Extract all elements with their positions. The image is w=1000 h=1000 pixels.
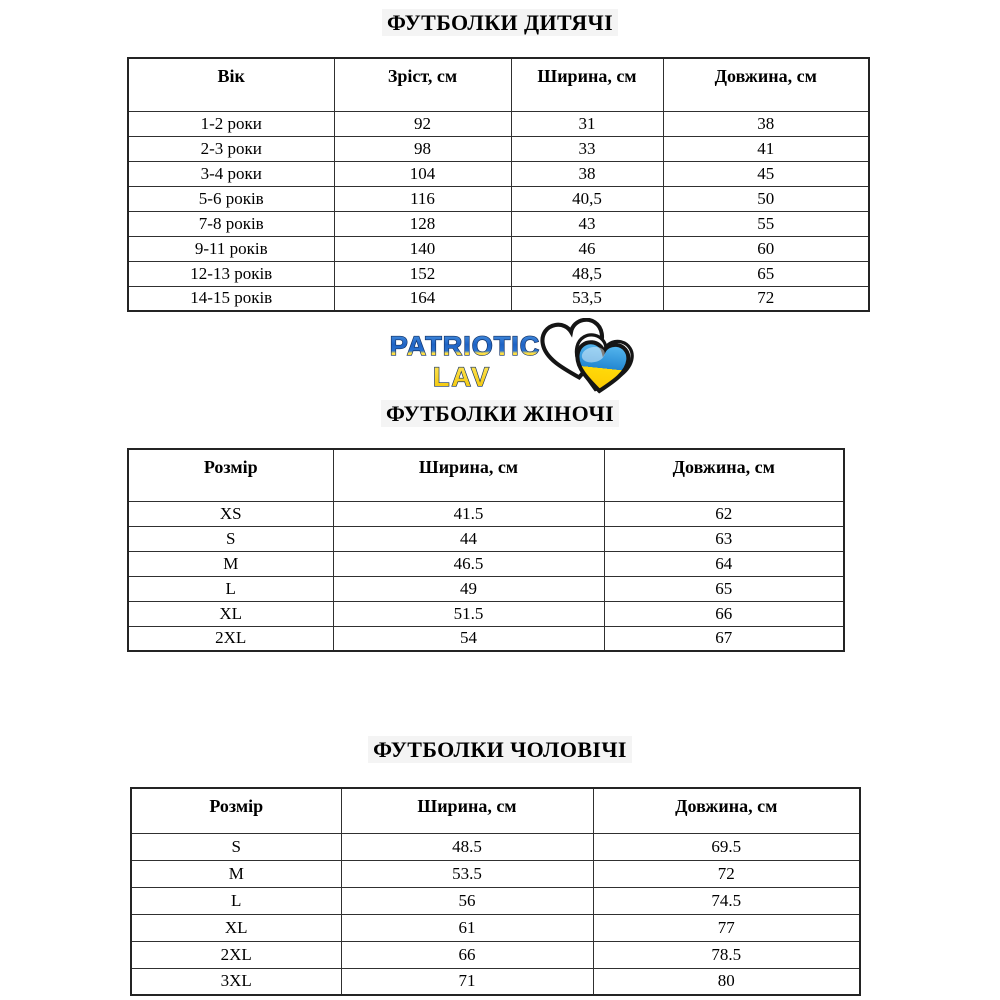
table-cell: 41 bbox=[663, 136, 869, 161]
table-cell: 63 bbox=[604, 526, 844, 551]
table-cell: 71 bbox=[341, 968, 593, 995]
table-row bbox=[128, 136, 869, 161]
table-row bbox=[128, 111, 869, 136]
table-cell: 38 bbox=[511, 161, 663, 186]
table-cell: XL bbox=[128, 601, 333, 626]
table-cell: 38 bbox=[663, 111, 869, 136]
table-row bbox=[128, 211, 869, 236]
table-cell: 53,5 bbox=[511, 286, 663, 311]
table-cell: M bbox=[128, 551, 333, 576]
table-row bbox=[131, 833, 860, 860]
women-table-title bbox=[0, 401, 1000, 427]
table-cell: 5-6 років bbox=[128, 186, 334, 211]
column-header: Ширина, см bbox=[511, 58, 663, 111]
table-cell: XL bbox=[131, 914, 341, 941]
table-cell: 2XL bbox=[131, 941, 341, 968]
table-row bbox=[131, 887, 860, 914]
table-cell: S bbox=[131, 833, 341, 860]
table-row bbox=[131, 914, 860, 941]
table-row bbox=[131, 860, 860, 887]
table-cell: 48.5 bbox=[341, 833, 593, 860]
patriotic-lav-logo bbox=[388, 318, 650, 402]
table-cell: L bbox=[131, 887, 341, 914]
children-header-row bbox=[128, 58, 869, 111]
table-row bbox=[128, 626, 844, 651]
children-size-table bbox=[127, 57, 870, 312]
column-header: Розмір bbox=[131, 788, 341, 833]
table-cell: 50 bbox=[663, 186, 869, 211]
table-cell: M bbox=[131, 860, 341, 887]
column-header: Вік bbox=[128, 58, 334, 111]
table-cell: L bbox=[128, 576, 333, 601]
women-size-table bbox=[127, 448, 845, 652]
table-cell: 46.5 bbox=[333, 551, 604, 576]
table-cell: 56 bbox=[341, 887, 593, 914]
column-header: Зріст, см bbox=[334, 58, 511, 111]
table-cell: 65 bbox=[663, 261, 869, 286]
table-cell: 140 bbox=[334, 236, 511, 261]
table-row bbox=[128, 161, 869, 186]
table-cell: 66 bbox=[341, 941, 593, 968]
table-row bbox=[128, 286, 869, 311]
table-cell: 128 bbox=[334, 211, 511, 236]
table-cell: 3-4 роки bbox=[128, 161, 334, 186]
logo-text-patriotic: PATRIOTIC bbox=[389, 331, 541, 361]
table-cell: 7-8 років bbox=[128, 211, 334, 236]
table-row bbox=[128, 551, 844, 576]
column-header: Довжина, см bbox=[604, 449, 844, 501]
table-cell: 12-13 років bbox=[128, 261, 334, 286]
column-header: Довжина, см bbox=[593, 788, 860, 833]
women-header-row bbox=[128, 449, 844, 501]
table-cell: 44 bbox=[333, 526, 604, 551]
table-row bbox=[128, 526, 844, 551]
table-cell: 14-15 років bbox=[128, 286, 334, 311]
table-cell: 31 bbox=[511, 111, 663, 136]
table-cell: 55 bbox=[663, 211, 869, 236]
ukraine-flag-heart-icon bbox=[574, 341, 630, 394]
table-cell: 72 bbox=[663, 286, 869, 311]
table-cell: 62 bbox=[604, 501, 844, 526]
table-cell: 46 bbox=[511, 236, 663, 261]
table-row bbox=[128, 601, 844, 626]
column-header: Ширина, см bbox=[333, 449, 604, 501]
table-cell: 78.5 bbox=[593, 941, 860, 968]
table-cell: 64 bbox=[604, 551, 844, 576]
table-row bbox=[131, 941, 860, 968]
women-table-title-text: ФУТБОЛКИ ЖІНОЧІ bbox=[381, 400, 619, 427]
table-cell: 92 bbox=[334, 111, 511, 136]
table-cell: 2-3 роки bbox=[128, 136, 334, 161]
table-row bbox=[128, 236, 869, 261]
column-header: Розмір bbox=[128, 449, 333, 501]
table-cell: 51.5 bbox=[333, 601, 604, 626]
table-cell: 66 bbox=[604, 601, 844, 626]
table-cell: 33 bbox=[511, 136, 663, 161]
table-cell: 43 bbox=[511, 211, 663, 236]
table-cell: 1-2 роки bbox=[128, 111, 334, 136]
table-row bbox=[128, 261, 869, 286]
men-header-row bbox=[131, 788, 860, 833]
men-table-title bbox=[0, 737, 1000, 763]
table-cell: 41.5 bbox=[333, 501, 604, 526]
table-cell: 67 bbox=[604, 626, 844, 651]
column-header: Ширина, см bbox=[341, 788, 593, 833]
logo-text-lav: LAV bbox=[433, 362, 491, 392]
table-cell: 49 bbox=[333, 576, 604, 601]
table-cell: 65 bbox=[604, 576, 844, 601]
table-cell: 48,5 bbox=[511, 261, 663, 286]
children-table-title-text: ФУТБОЛКИ ДИТЯЧІ bbox=[382, 9, 618, 36]
table-cell: 164 bbox=[334, 286, 511, 311]
men-table-title-text: ФУТБОЛКИ ЧОЛОВІЧІ bbox=[368, 736, 632, 763]
table-cell: S bbox=[128, 526, 333, 551]
table-row bbox=[131, 968, 860, 995]
men-size-table bbox=[130, 787, 861, 996]
table-cell: 72 bbox=[593, 860, 860, 887]
table-row bbox=[128, 186, 869, 211]
table-row bbox=[128, 501, 844, 526]
table-cell: 3XL bbox=[131, 968, 341, 995]
table-cell: 9-11 років bbox=[128, 236, 334, 261]
table-cell: 61 bbox=[341, 914, 593, 941]
table-cell: 69.5 bbox=[593, 833, 860, 860]
table-cell: 80 bbox=[593, 968, 860, 995]
column-header: Довжина, см bbox=[663, 58, 869, 111]
table-cell: XS bbox=[128, 501, 333, 526]
table-cell: 152 bbox=[334, 261, 511, 286]
children-table-title bbox=[0, 10, 1000, 36]
table-cell: 116 bbox=[334, 186, 511, 211]
table-cell: 40,5 bbox=[511, 186, 663, 211]
table-row bbox=[128, 576, 844, 601]
table-cell: 104 bbox=[334, 161, 511, 186]
table-cell: 45 bbox=[663, 161, 869, 186]
table-cell: 53.5 bbox=[341, 860, 593, 887]
table-cell: 98 bbox=[334, 136, 511, 161]
table-cell: 74.5 bbox=[593, 887, 860, 914]
table-cell: 60 bbox=[663, 236, 869, 261]
table-cell: 77 bbox=[593, 914, 860, 941]
table-cell: 54 bbox=[333, 626, 604, 651]
table-cell: 2XL bbox=[128, 626, 333, 651]
